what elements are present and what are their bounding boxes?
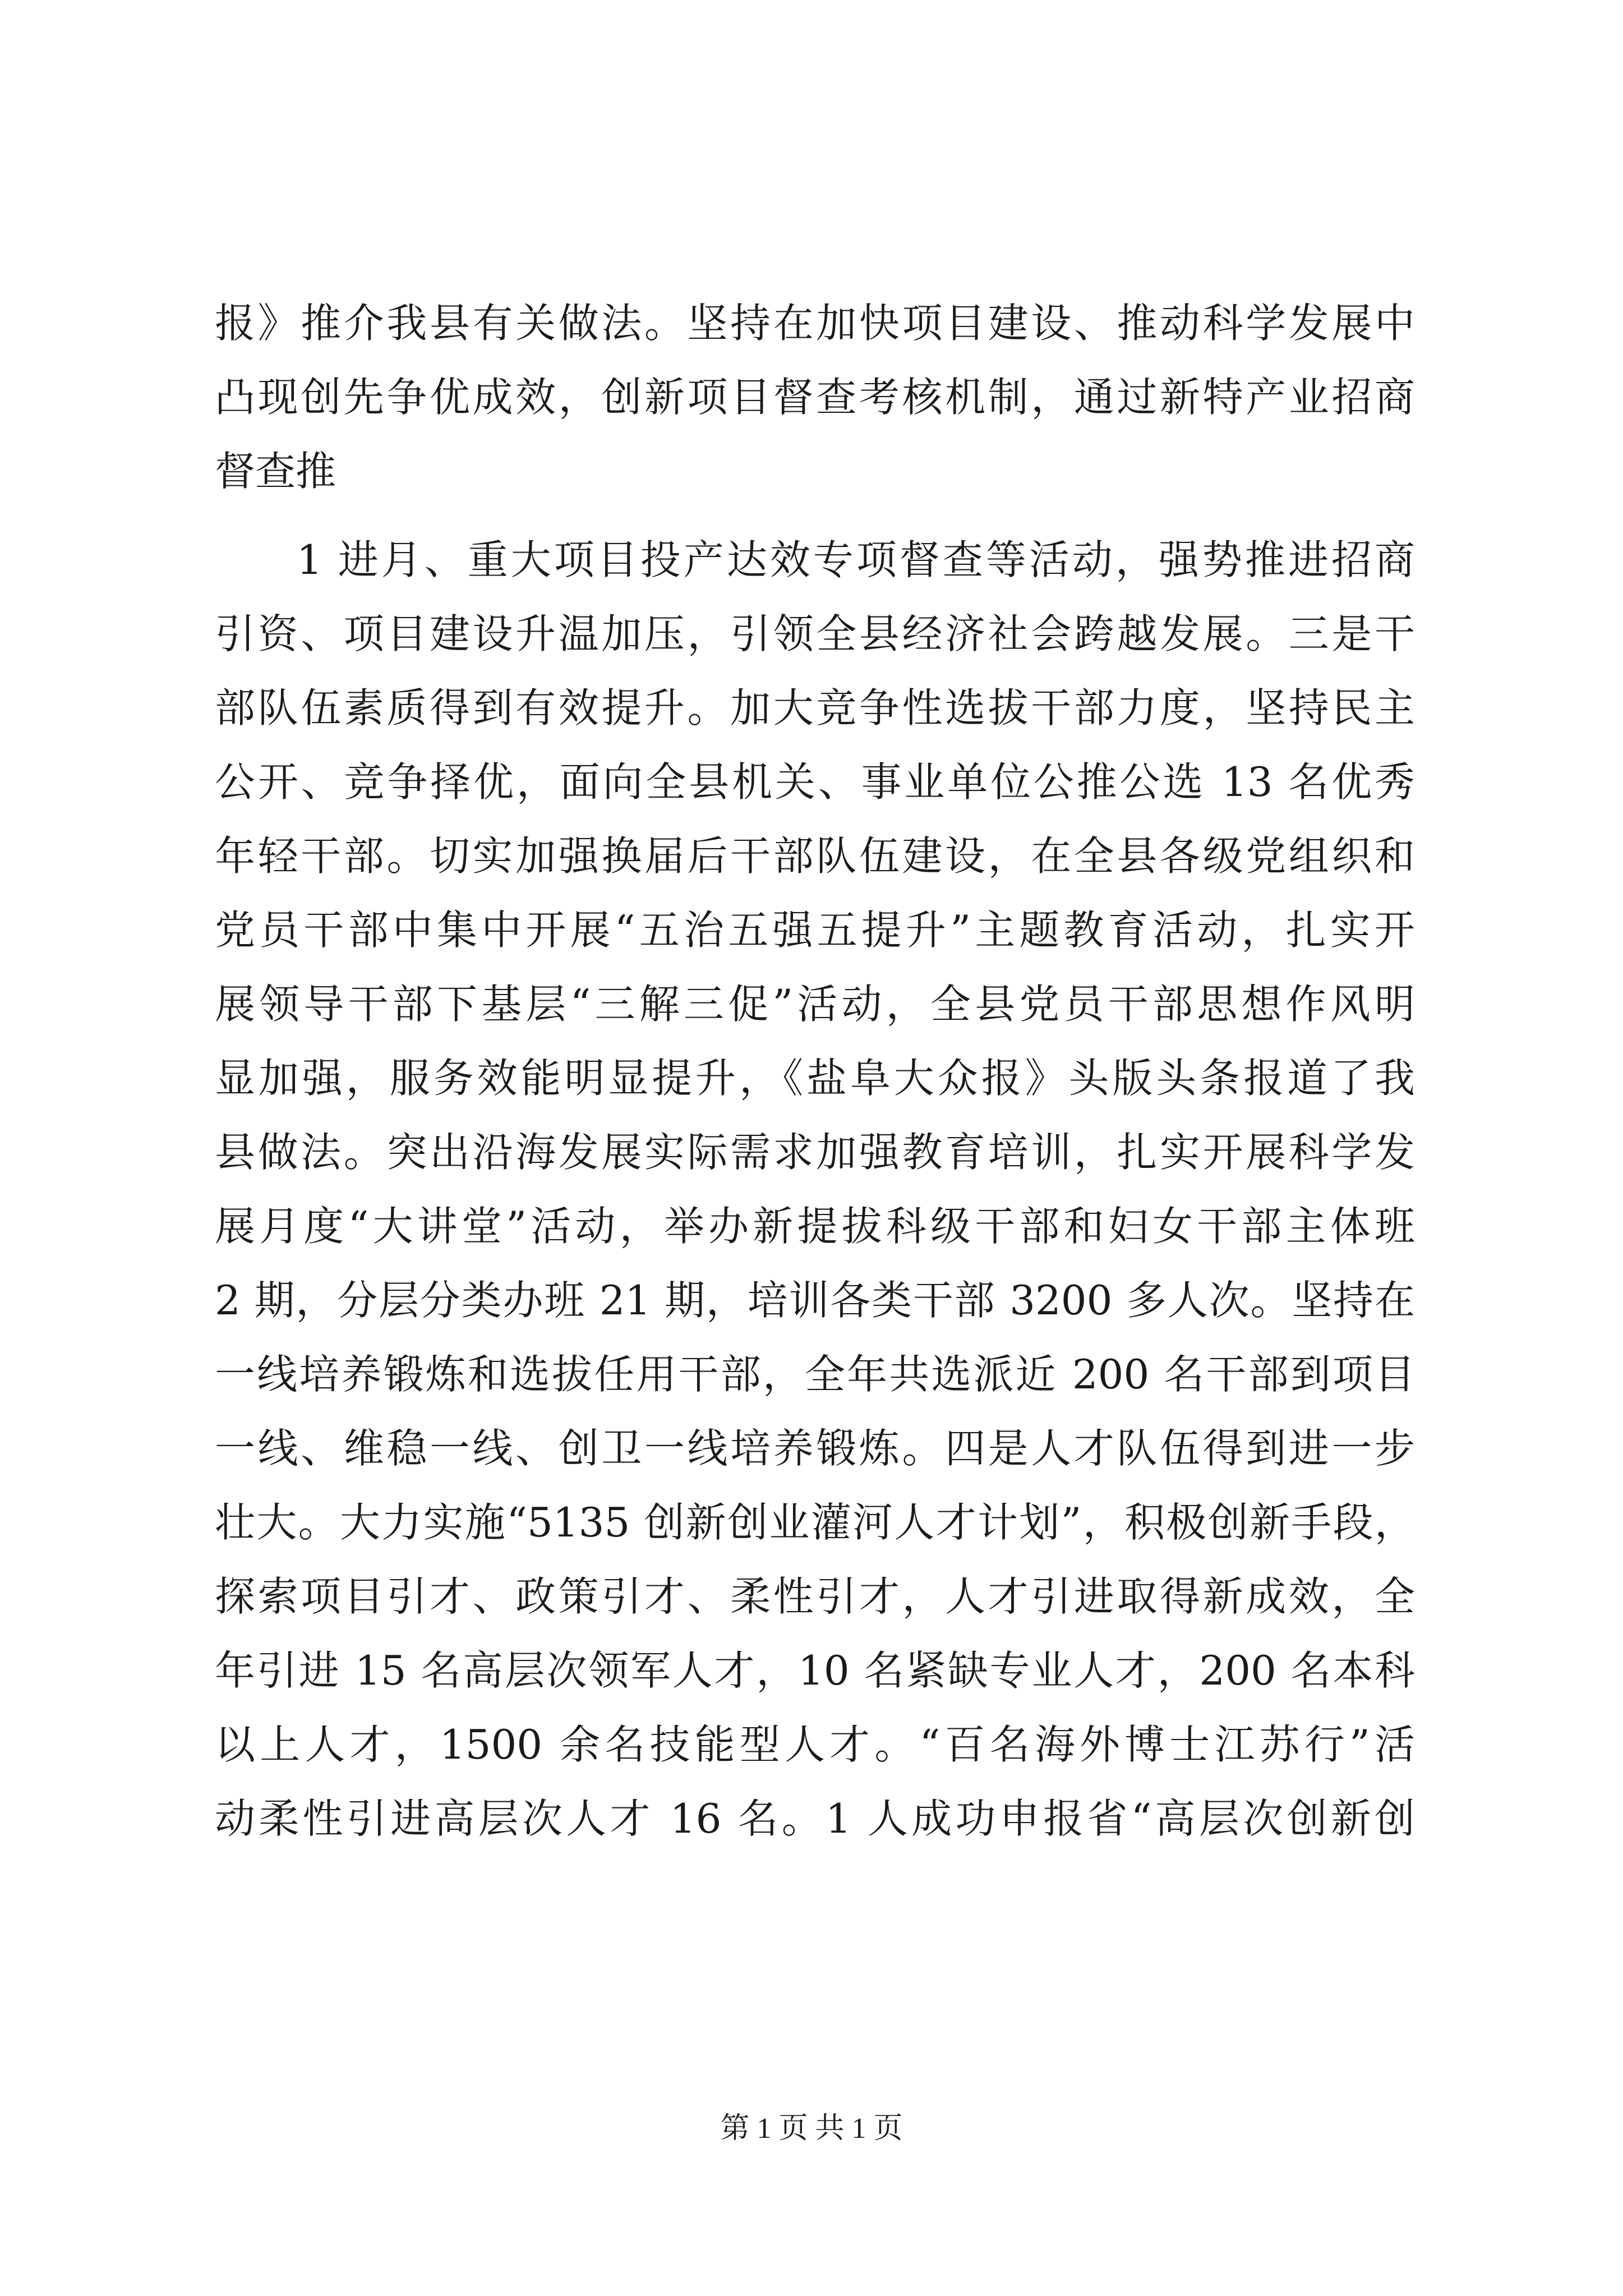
text-line: 动柔性引进高层次人才 16 名。1 人成功申报省“高层次创新创 (215, 1795, 1415, 1842)
text-line: 年轻干部。切实加强换届后干部队伍建设，在全县各级党组织和 (215, 832, 1415, 880)
paragraph-gap (215, 508, 1415, 523)
text-line: 督查推 (215, 448, 336, 495)
paragraph-1 (215, 286, 1415, 508)
document-body (215, 286, 1415, 1856)
text-line: 展领导干部下基层“三解三促”活动，全县党员干部思想作风明 (215, 981, 1415, 1028)
text-line: 部队伍素质得到有效提升。加大竞争性选拔干部力度，坚持民主 (215, 684, 1415, 731)
text-line: 党员干部中集中开展“五治五强五提升”主题教育活动，扎实开 (215, 907, 1415, 954)
paragraph-2 (215, 523, 1415, 1856)
page-footer (0, 2109, 1623, 2148)
text-line: 一线、维稳一线、创卫一线培养锻炼。四是人才队伍得到进一步 (215, 1425, 1415, 1472)
text-line: 引资、项目建设升温加压，引领全县经济社会跨越发展。三是干 (215, 610, 1415, 657)
text-line: 凸现创先争优成效，创新项目督查考核机制，通过新特产业招商 (215, 374, 1415, 421)
text-line: 县做法。突出沿海发展实际需求加强教育培训，扎实开展科学发 (215, 1129, 1415, 1176)
text-line: 年引进 15 名高层次领军人才，10 名紧缺专业人才，200 名本科 (215, 1647, 1415, 1694)
text-line: 一线培养锻炼和选拔任用干部，全年共选派近 200 名干部到项目 (215, 1351, 1415, 1398)
page-number-label: 第 1 页 共 1 页 (720, 2113, 903, 2145)
text-line: 公开、竞争择优，面向全县机关、事业单位公推公选 13 名优秀 (215, 758, 1415, 806)
text-line: 以上人才，1500 余名技能型人才。“百名海外博士江苏行”活 (215, 1721, 1415, 1768)
text-line: 1 进月、重大项目投产达效专项督查等活动，强势推进招商 (297, 536, 1415, 583)
text-line: 壮大。大力实施“5135 创新创业灌河人才计划”，积极创新手段， (215, 1499, 1415, 1546)
text-line: 探索项目引才、政策引才、柔性引才，人才引进取得新成效，全 (215, 1573, 1415, 1620)
text-line: 展月度“大讲堂”活动，举办新提拔科级干部和妇女干部主体班 (215, 1203, 1415, 1250)
text-line: 报》推介我县有关做法。坚持在加快项目建设、推动科学发展中 (215, 300, 1415, 347)
text-line: 显加强，服务效能明显提升，《盐阜大众报》头版头条报道了我 (215, 1055, 1415, 1102)
text-line: 2 期，分层分类办班 21 期，培训各类干部 3200 多人次。坚持在 (215, 1277, 1415, 1324)
